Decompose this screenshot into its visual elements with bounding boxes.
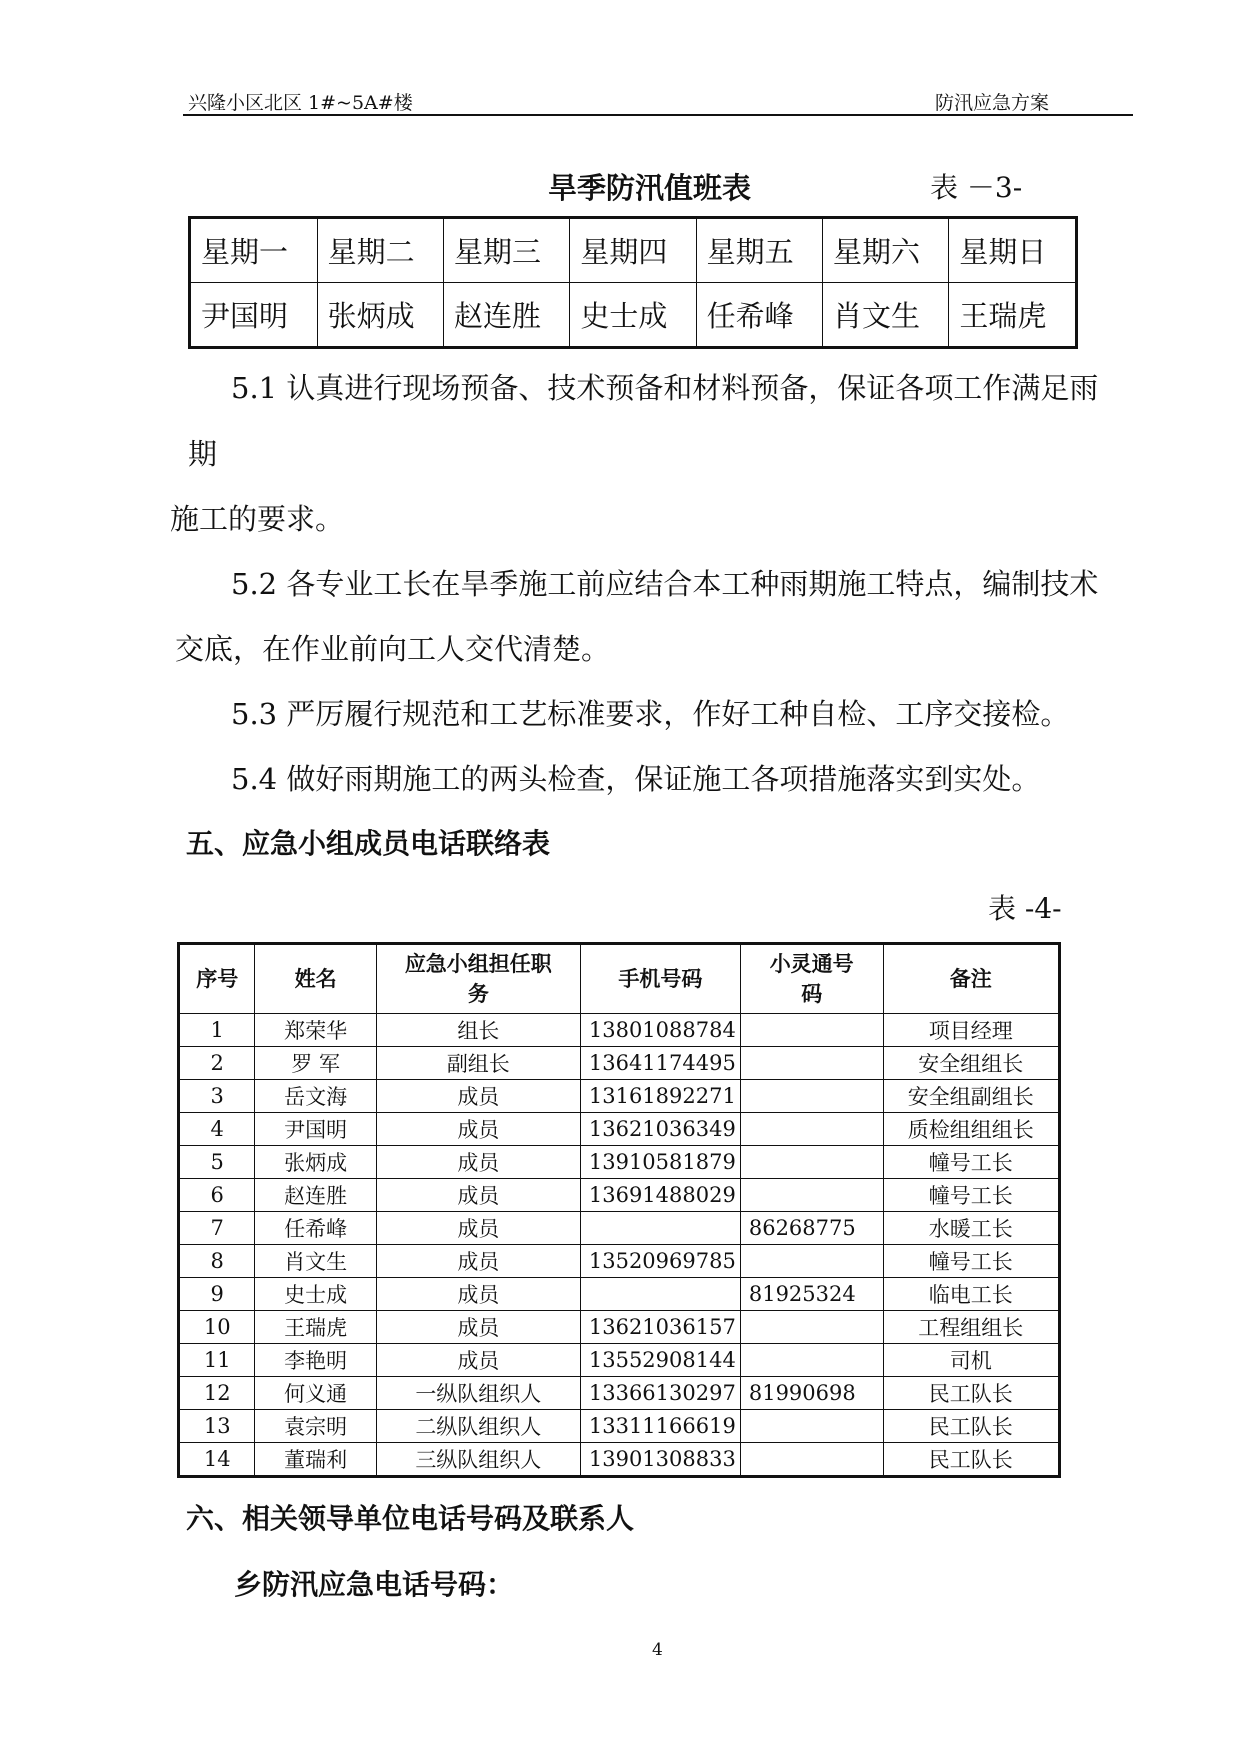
cell-role: 组长 (376, 1014, 580, 1047)
cell-role: 成员 (376, 1080, 580, 1113)
cell-note: 民工队长 (883, 1443, 1059, 1477)
table-row (179, 1410, 1060, 1443)
cell-role: 成员 (376, 1212, 580, 1245)
paragraph-5-2-line2: 交底，在作业前向工人交代清楚。 (175, 632, 611, 666)
duty-table-title: 旱季防汛值班表 (548, 171, 752, 205)
paragraph-5-3: 5.3 严厉履行规范和工艺标准要求，作好工种自检、工序交接检。 (231, 697, 1070, 731)
header-rule (183, 114, 1133, 116)
page-number: 4 (652, 1640, 663, 1660)
cell-role: 成员 (376, 1311, 580, 1344)
cell-role: 三纵队组织人 (376, 1443, 580, 1477)
cell-role: 副组长 (376, 1047, 580, 1080)
cell-no: 10 (179, 1311, 255, 1344)
cell-role: 二纵队组织人 (376, 1410, 580, 1443)
duty-day: 星期四 (570, 218, 696, 283)
cell-name: 尹国明 (255, 1113, 376, 1146)
table-row (179, 1443, 1060, 1477)
cell-role: 成员 (376, 1278, 580, 1311)
table-row (179, 1278, 1060, 1311)
duty-day: 星期一 (190, 218, 318, 283)
cell-name: 何义通 (255, 1377, 376, 1410)
contact-table (177, 942, 1061, 1478)
cell-mobile: 13801088784 (580, 1014, 740, 1047)
contact-table-number: 表 -4- (988, 892, 1062, 925)
cell-name: 罗 军 (255, 1047, 376, 1080)
table-row (179, 1146, 1060, 1179)
paragraph-5-1-line3: 施工的要求。 (170, 502, 345, 536)
cell-note: 安全组副组长 (883, 1080, 1059, 1113)
cell-no: 2 (179, 1047, 255, 1080)
cell-role: 一纵队组织人 (376, 1377, 580, 1410)
cell-phs (740, 1410, 883, 1443)
table-row (179, 1245, 1060, 1278)
paragraph-5-1-line1: 5.1 认真进行现场预备、技术预备和材料预备，保证各项工作满足雨 (231, 371, 1099, 405)
cell-name: 张炳成 (255, 1146, 376, 1179)
cell-mobile: 13552908144 (580, 1344, 740, 1377)
cell-phs (740, 1014, 883, 1047)
cell-mobile: 13910581879 (580, 1146, 740, 1179)
duty-day: 星期六 (823, 218, 949, 283)
cell-mobile: 13311166619 (580, 1410, 740, 1443)
duty-name: 任希峰 (696, 283, 822, 348)
table-row (179, 1344, 1060, 1377)
cell-phs (740, 1245, 883, 1278)
header-left: 兴隆小区北区 1#~5A#楼 (188, 92, 413, 114)
duty-names-row (190, 283, 1077, 348)
duty-name: 肖文生 (823, 283, 949, 348)
section-6-subtitle: 乡防汛应急电话号码： (234, 1568, 515, 1601)
table-row (179, 1047, 1060, 1080)
table-row (179, 1212, 1060, 1245)
cell-phs (740, 1344, 883, 1377)
cell-no: 11 (179, 1344, 255, 1377)
header-no: 序号 (179, 944, 255, 1014)
duty-name: 张炳成 (317, 283, 443, 348)
cell-note: 幢号工长 (883, 1146, 1059, 1179)
cell-phs (740, 1443, 883, 1477)
header-right: 防汛应急方案 (935, 92, 1050, 114)
cell-role: 成员 (376, 1344, 580, 1377)
duty-day: 星期日 (949, 218, 1077, 283)
header-note: 备注 (883, 944, 1059, 1014)
cell-no: 8 (179, 1245, 255, 1278)
cell-phs (740, 1311, 883, 1344)
cell-name: 肖文生 (255, 1245, 376, 1278)
cell-role: 成员 (376, 1146, 580, 1179)
cell-phs: 86268775 (740, 1212, 883, 1245)
duty-name: 赵连胜 (443, 283, 569, 348)
duty-table-number: 表 －3- (930, 171, 1023, 204)
cell-note: 幢号工长 (883, 1245, 1059, 1278)
paragraph-5-4: 5.4 做好雨期施工的两头检查，保证施工各项措施落实到实处。 (231, 762, 1041, 796)
cell-mobile: 13641174495 (580, 1047, 740, 1080)
cell-mobile: 13161892271 (580, 1080, 740, 1113)
cell-role: 成员 (376, 1113, 580, 1146)
cell-no: 14 (179, 1443, 255, 1477)
cell-note: 安全组组长 (883, 1047, 1059, 1080)
cell-role: 成员 (376, 1179, 580, 1212)
table-row (179, 1377, 1060, 1410)
cell-note: 水暖工长 (883, 1212, 1059, 1245)
paragraph-5-1-line2: 期 (188, 437, 218, 471)
duty-day: 星期三 (443, 218, 569, 283)
cell-mobile (580, 1212, 740, 1245)
section-5-title: 五、应急小组成员电话联络表 (186, 827, 551, 860)
cell-note: 司机 (883, 1344, 1059, 1377)
section-6-title: 六、相关领导单位电话号码及联系人 (186, 1502, 635, 1535)
cell-phs (740, 1113, 883, 1146)
cell-mobile: 13621036157 (580, 1311, 740, 1344)
cell-no: 5 (179, 1146, 255, 1179)
duty-name: 史士成 (570, 283, 696, 348)
duty-name: 王瑞虎 (949, 283, 1077, 348)
duty-day: 星期五 (696, 218, 822, 283)
cell-name: 李艳明 (255, 1344, 376, 1377)
cell-phs (740, 1179, 883, 1212)
header-phs: 小灵通号 码 (740, 944, 883, 1014)
cell-name: 郑荣华 (255, 1014, 376, 1047)
cell-note: 质检组组组长 (883, 1113, 1059, 1146)
cell-no: 12 (179, 1377, 255, 1410)
cell-name: 王瑞虎 (255, 1311, 376, 1344)
cell-phs (740, 1146, 883, 1179)
cell-note: 临电工长 (883, 1278, 1059, 1311)
cell-phs (740, 1047, 883, 1080)
paragraph-5-2-line1: 5.2 各专业工长在旱季施工前应结合本工种雨期施工特点，编制技术 (231, 567, 1099, 601)
cell-name: 史士成 (255, 1278, 376, 1311)
cell-no: 13 (179, 1410, 255, 1443)
cell-no: 1 (179, 1014, 255, 1047)
header-mobile: 手机号码 (580, 944, 740, 1014)
cell-note: 工程组组长 (883, 1311, 1059, 1344)
cell-mobile: 13691488029 (580, 1179, 740, 1212)
cell-name: 岳文海 (255, 1080, 376, 1113)
cell-mobile: 13621036349 (580, 1113, 740, 1146)
cell-note: 民工队长 (883, 1377, 1059, 1410)
cell-no: 7 (179, 1212, 255, 1245)
cell-no: 3 (179, 1080, 255, 1113)
cell-note: 民工队长 (883, 1410, 1059, 1443)
contact-header-row (179, 944, 1060, 1014)
cell-phs (740, 1080, 883, 1113)
cell-name: 任希峰 (255, 1212, 376, 1245)
header-name: 姓名 (255, 944, 376, 1014)
cell-no: 4 (179, 1113, 255, 1146)
cell-no: 6 (179, 1179, 255, 1212)
table-row (179, 1179, 1060, 1212)
table-row (179, 1014, 1060, 1047)
duty-table (188, 216, 1078, 349)
duty-day: 星期二 (317, 218, 443, 283)
duty-name: 尹国明 (190, 283, 318, 348)
header-role: 应急小组担任职 务 (376, 944, 580, 1014)
table-row (179, 1113, 1060, 1146)
cell-no: 9 (179, 1278, 255, 1311)
cell-name: 赵连胜 (255, 1179, 376, 1212)
cell-name: 袁宗明 (255, 1410, 376, 1443)
cell-note: 幢号工长 (883, 1179, 1059, 1212)
table-row (179, 1311, 1060, 1344)
table-row (179, 1080, 1060, 1113)
duty-days-row (190, 218, 1077, 283)
cell-phs: 81990698 (740, 1377, 883, 1410)
cell-mobile (580, 1278, 740, 1311)
cell-mobile: 13366130297 (580, 1377, 740, 1410)
cell-mobile: 13901308833 (580, 1443, 740, 1477)
cell-name: 董瑞利 (255, 1443, 376, 1477)
cell-phs: 81925324 (740, 1278, 883, 1311)
cell-note: 项目经理 (883, 1014, 1059, 1047)
cell-mobile: 13520969785 (580, 1245, 740, 1278)
cell-role: 成员 (376, 1245, 580, 1278)
